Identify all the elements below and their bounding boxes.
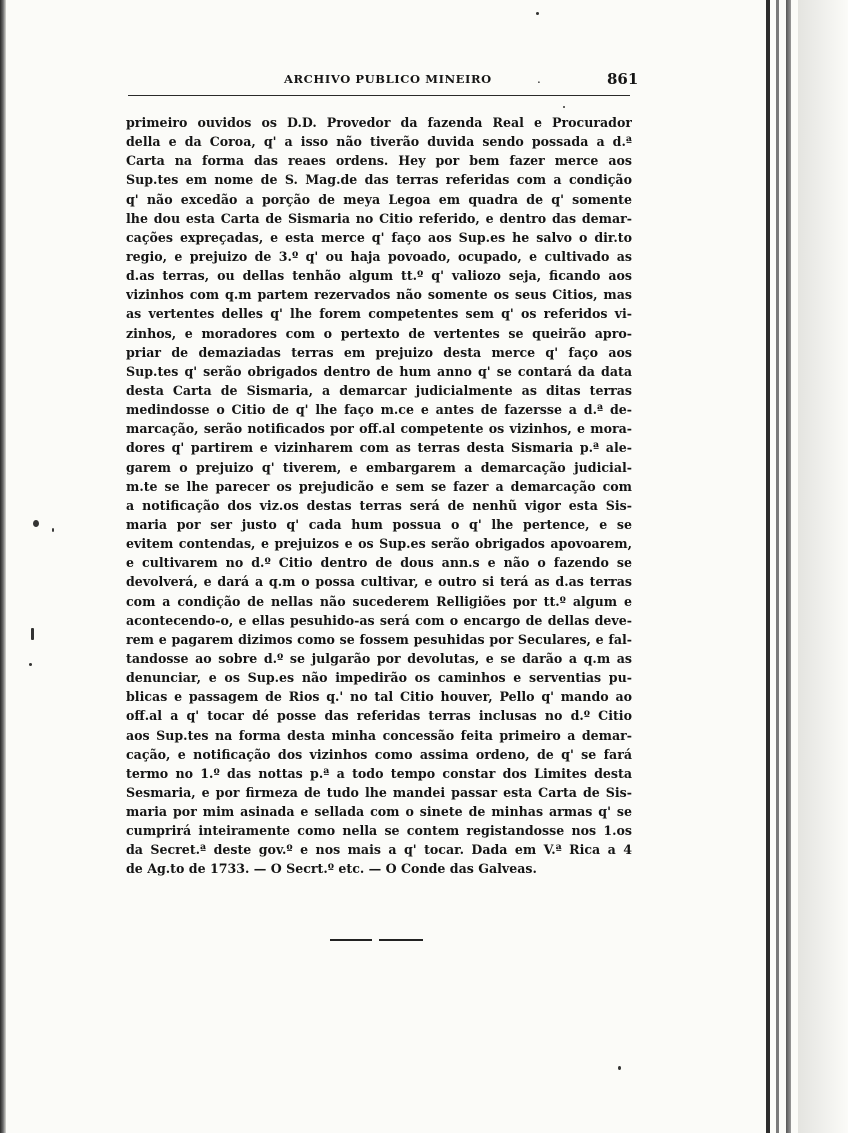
text-line: blicas e passagem de Rios q.' no tal Citio houver, Pello q' mando ao: [126, 689, 632, 705]
text-line: acontecendo-o, e ellas pesuhido-as será com o encargo de dellas deve-: [126, 612, 632, 628]
text-line: termo no 1.º das nottas p.ª a todo tempo constar dos Limites desta: [126, 765, 632, 781]
text-line: desta Carta de Sismaria, a demarcar judicialmente as ditas terras: [126, 382, 632, 398]
text-line: maria por ser justo q' cada hum possua o q' lhe pertence, e se: [126, 516, 632, 532]
text-line: vizinhos com q.m partem rezervados não somente os seus Citios, mas: [126, 287, 632, 303]
end-rule-right: [379, 939, 423, 941]
document-body: [126, 113, 632, 879]
scan-left-edge: [0, 0, 6, 1133]
text-line: garem o prejuizo q' tiverem, e embargarem a demarcação judicial-: [126, 459, 632, 475]
text-line: d.as terras, ou dellas tenhão algum tt.º q' valiozo seja, ficando aos: [126, 268, 632, 284]
header-rule: [128, 95, 630, 96]
text-line: evitem contendas, e prejuizos e os Sup.es serão obrigados apovoarem,: [126, 536, 632, 552]
page-header: [128, 70, 648, 90]
text-line: denunciar, e os Sup.es não impedirão os caminhos e serventias pu-: [126, 670, 632, 686]
end-rule-left: [330, 939, 372, 941]
text-line: e cultivarem no d.º Citio dentro de dous ann.s e não o fazendo se: [126, 555, 632, 571]
text-line: cumprirá inteiramente como nella se contem registandosse nos 1.os: [126, 823, 632, 839]
text-line: devolverá, e dará a q.m o possa cultivar, e outro si terá as d.as terras: [126, 574, 632, 590]
text-line: regio, e prejuizo de 3.º q' ou haja povoado, ocupado, e cultivado as: [126, 248, 632, 264]
text-line: Sesmaria, e por firmeza de tudo lhe mandei passar esta Carta de Sis-: [126, 784, 632, 800]
text-line: da Secret.ª deste gov.º e nos mais a q' tocar. Dada em V.ª Rica a 4: [126, 842, 632, 858]
text-line: Sup.tes em nome de S. Mag.de das terras referidas com a condição: [126, 172, 632, 188]
text-line: maria por mim asinada e sellada com o sinete de minhas armas q' se: [126, 804, 632, 820]
text-line: q' não excedão a porção de meya Legoa em quadra de q' somente: [126, 191, 632, 207]
text-line: com a condição de nellas não sucederem Relligiões por tt.º algum e: [126, 593, 632, 609]
text-line: cação, e notificação dos vizinhos como assima ordeno, de q' se fará: [126, 746, 632, 762]
text-line: zinhos, e moradores com o pertexto de vertentes se queirão apro-: [126, 325, 632, 341]
text-line: medindosse o Citio de q' lhe faço m.ce e antes de fazersse a d.ª de-: [126, 402, 632, 418]
text-line: m.te se lhe parecer os prejudicão e sem se fazer a demarcação com: [126, 478, 632, 494]
text-line: Carta na forma das reaes ordens. Hey por bem fazer merce aos: [126, 153, 632, 169]
page-number: 861: [607, 70, 639, 88]
text-line: a notificação dos viz.os destas terras será de nenhũ vigor esta Sis-: [126, 497, 632, 513]
text-line: de Ag.to de 1733. — O Secrt.º etc. — O Conde das Galveas.: [126, 861, 537, 877]
scan-right-binding: [762, 0, 848, 1133]
text-line: as vertentes delles q' lhe forem competentes sem q' os referidos vi-: [126, 306, 632, 322]
text-line: cações expreçadas, e esta merce q' faço aos Sup.es he salvo o dir.to: [126, 229, 632, 245]
text-line: tandosse ao sobre d.º se julgarão por devolutas, e se darão a q.m as: [126, 650, 632, 666]
header-separator: .: [537, 72, 541, 86]
text-line: marcação, serão notificados por off.al competente os vizinhos, e mora-: [126, 421, 632, 437]
text-line: lhe dou esta Carta de Sismaria no Citio referido, e dentro das demar-: [126, 210, 632, 226]
text-line: rem e pagarem dizimos como se fossem pesuhidas por Seculares, e fal-: [126, 631, 632, 647]
text-line: dores q' partirem e vizinharem com as terras desta Sismaria p.ª ale-: [126, 440, 632, 456]
text-line: della e da Coroa, q' a isso não tiverão duvida sendo possada a d.ª: [126, 134, 632, 150]
text-line: off.al a q' tocar dé posse das referidas terras inclusas no d.º Citio: [126, 708, 632, 724]
text-line: primeiro ouvidos os D.D. Provedor da fazenda Real e Procurador: [126, 115, 632, 130]
text-line: aos Sup.tes na forma desta minha concessão feita primeiro a demar-: [126, 727, 632, 743]
text-line: priar de demaziadas terras em prejuizo desta merce q' faço aos: [126, 344, 632, 360]
text-line: Sup.tes q' serão obrigados dentro de hum anno q' se contará da data: [126, 363, 632, 379]
running-title: ARCHIVO PUBLICO MINEIRO: [284, 72, 492, 86]
